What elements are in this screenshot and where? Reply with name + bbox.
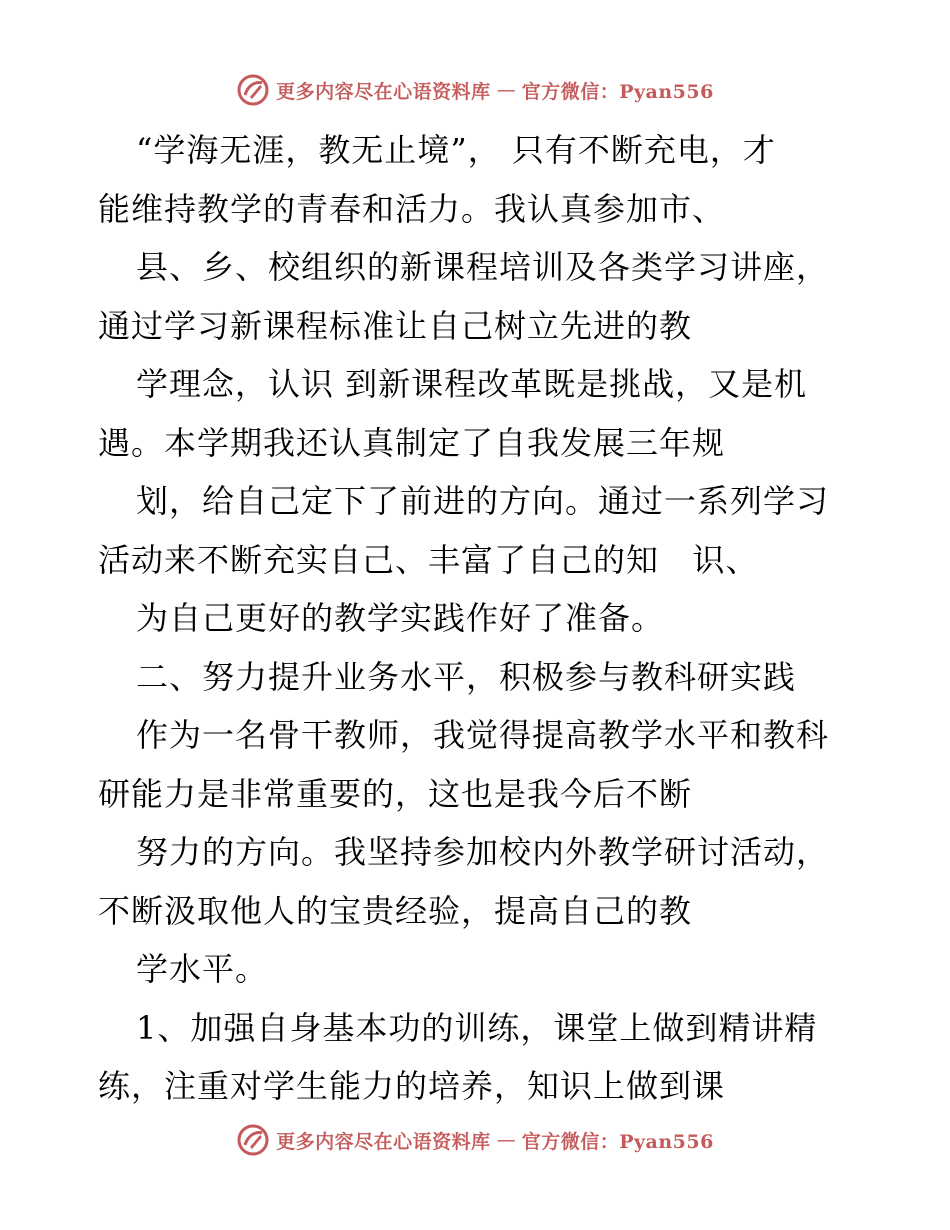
watermark-official: 官方微信：Pyan556 [521,1130,714,1153]
pen-swirl-logo-icon [236,73,270,107]
text-line: 遇。本学期我还认真制定了自我发展三年规 [98,424,726,462]
text-line: 县、乡、校组织的新课程培训及各类学习讲座， [136,248,830,286]
text-line: 活动来不断充实自己、丰富了自己的知 识、 [98,541,759,579]
text-line: 通过学习新课程标准让自己树立先进的教 [98,307,693,345]
watermark-dash: — [496,1129,516,1151]
section-heading: 二、努力提升业务水平，积极参与教科研实践 [136,658,797,696]
watermark-brand: 更多内容尽在心语资料库 [276,1130,491,1153]
text-line: 学理念，认识 到新课程改革既是挑战，又是机 [136,365,808,403]
text-line: 能维持教学的青春和活力。我认真参加市、 [98,190,726,228]
header-watermark [0,70,950,110]
text-line: 学水平。 [136,950,269,988]
text-line: 为自己更好的教学实践作好了准备。 [136,599,665,637]
text-line: 作为一名骨干教师，我觉得提高教学水平和教科 [136,716,830,754]
watermark-dash: — [496,79,516,101]
text-line: 划，给自己定下了前进的方向。通过一系列学习 [136,482,830,520]
text-line: 研能力是非常重要的，这也是我今后不断 [98,775,693,813]
watermark-brand: 更多内容尽在心语资料库 [276,80,491,103]
text-line: “学海无涯，教无止境”， 只有不断充电，才 [136,131,776,169]
text-line: 练，注重对学生能力的培养，知识上做到课 [98,1067,726,1105]
footer-watermark [0,1120,950,1160]
pen-swirl-logo-icon [236,1123,270,1157]
text-line: 不断汲取他人的宝贵经验，提高自己的教 [98,892,693,930]
watermark-official: 官方微信：Pyan556 [521,80,714,103]
text-line: 努力的方向。我坚持参加校内外教学研讨活动， [136,833,830,871]
text-line: 1、加强自身基本功的训练，课堂上做到精讲精 [136,1009,818,1047]
